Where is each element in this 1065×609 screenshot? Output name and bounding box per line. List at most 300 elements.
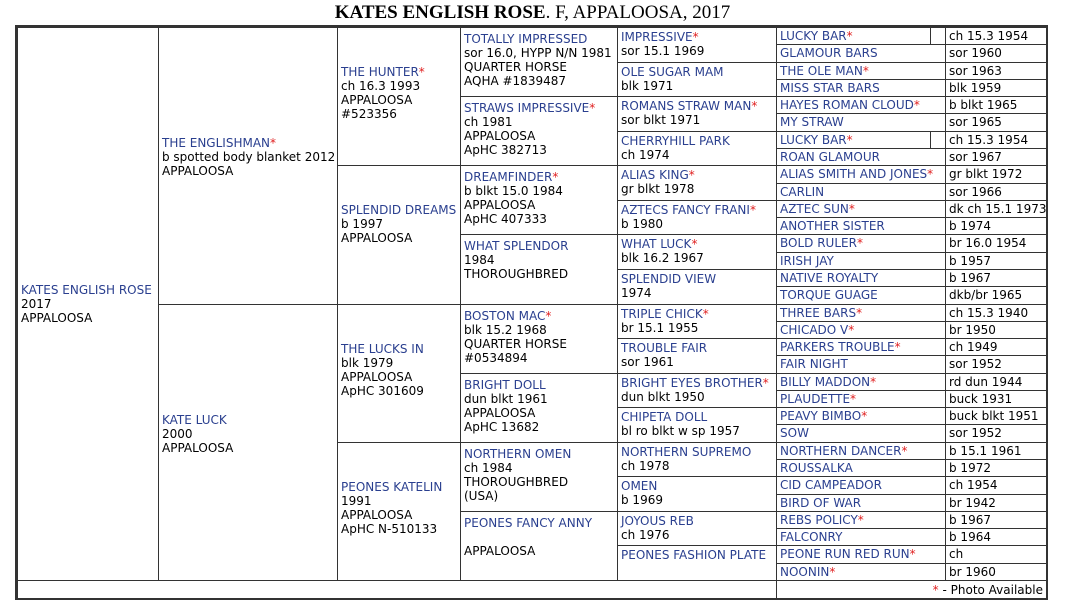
gen5-name-cell [776,390,946,408]
gen4-horse-name[interactable]: CHERRYHILL PARK [621,133,730,148]
gen5-horse-info: sor 1966 [949,184,1002,199]
photo-star-icon: * [545,308,552,323]
gen4-horse-text [621,514,694,542]
gen5-horse-name[interactable] [780,64,869,78]
gen2-horse-line-2: APPALOOSA [341,369,413,384]
gen5-horse-info: sor 1952 [949,357,1002,372]
photo-star-icon: * [552,170,559,185]
gen5-name-cell [776,200,946,218]
gen5-horse-label[interactable]: BILLY MADDON [780,374,871,389]
gen5-horse-info: br 16.0 1954 [949,236,1027,251]
gen3-cell [460,373,618,443]
gen3-horse-text [464,239,568,281]
gen2-horse-text [341,480,442,536]
gen3-horse-name[interactable]: BRIGHT DOLL [464,377,546,392]
gen5-name-cell [776,44,946,62]
gen4-horse-line-1: sor 15.1 1969 [621,44,705,58]
gen5-name-cell [776,62,946,80]
gen5-horse-label[interactable]: REBS POLICY [780,512,858,527]
gen5-horse-name[interactable] [780,461,853,475]
gen1-horse-line-1: 2000 [162,426,193,441]
gen5-horse-info: ch 15.3 1954 [949,132,1029,147]
gen5-horse-name[interactable] [780,133,853,147]
gen3-horse-text [464,32,612,88]
gen3-horse-line-1: sor 16.0, HYPP N/N 1981 [464,46,612,60]
gen3-horse-line-1: ch 1984 [464,460,513,475]
gen4-horse-name[interactable]: OLE SUGAR MAM [621,64,724,79]
gen4-horse-line-1: sor 1961 [621,355,674,370]
gen4-horse-text [621,168,695,196]
gen5-horse-label[interactable]: AZTEC SUN [780,201,849,216]
photo-star-icon: * [846,132,853,147]
gen3-horse-line-1: blk 15.2 1968 [464,322,547,337]
title-horse-name: KATES ENGLISH ROSE [334,2,546,23]
gen1-horse-line-1: b spotted body blanket 2012 [162,150,336,165]
gen5-horse-info: ch 15.3 1954 [949,29,1029,43]
gen5-horse-name[interactable] [780,29,853,43]
photo-star-icon: * [862,63,869,78]
gen5-info-cell [945,165,1047,183]
gen5-horse-label[interactable]: HAYES ROMAN CLOUD [780,98,914,113]
gen5-info-cell [945,79,1047,97]
gen2-horse-text [341,203,456,245]
gen3-horse-line-3: #0534894 [464,350,528,365]
gen5-horse-label[interactable]: IRISH JAY [780,253,834,268]
gen5-horse-name[interactable] [780,547,916,561]
gen5-name-cell [776,355,946,373]
gen5-horse-label[interactable]: FALCONRY [780,530,843,545]
gen2-cell [337,304,461,443]
gen5-name-cell [776,528,946,546]
gen5-info-cell [945,355,1047,373]
gen4-cell [617,407,777,443]
gen4-horse-line-1: 1974 [621,285,652,300]
gen3-cell [460,442,618,512]
gen2-horse-line-1: ch 16.3 1993 [341,79,421,94]
gen5-info-cell [945,96,1047,114]
gen3-horse-text [464,101,595,157]
gen3-horse-text [464,170,563,226]
photo-star-icon: * [848,201,855,216]
gen3-cell [460,96,618,166]
gen5-name-cell [776,96,946,114]
gen5-info-cell [945,304,1047,322]
gen5-horse-info: dkb/br 1965 [949,288,1023,303]
gen5-horse-label[interactable]: GLAMOUR BARS [780,46,878,61]
gen2-horse-line-3: #523356 [341,107,397,122]
gen4-cell [617,165,777,201]
gen5-horse-label[interactable]: NATIVE ROYALTY [780,270,879,285]
gen5-horse-info: b 1967 [949,270,991,285]
gen5-horse-info: b 1967 [949,512,991,527]
gen5-horse-name[interactable] [780,81,880,95]
gen5-horse-label[interactable]: PEAVY BIMBO [780,409,862,424]
gen4-cell [617,234,777,270]
gen5-name-cell [776,511,946,529]
gen5-horse-label[interactable]: PARKERS TROUBLE [780,340,895,355]
gen4-horse-line-1: gr blkt 1978 [621,182,695,197]
gen3-horse-line-1: b blkt 15.0 1984 [464,184,563,199]
gen2-horse-name[interactable]: THE HUNTER [341,65,419,80]
gen5-horse-info: br 1942 [949,495,996,510]
gen5-horse-name[interactable] [780,409,867,423]
subject-cell [17,27,159,581]
gen1-horse-name[interactable]: KATE LUCK [162,412,227,427]
photo-star-icon: * [909,547,916,562]
gen4-horse-text [621,548,766,562]
gen5-horse-name[interactable] [780,530,842,544]
gen4-horse-text [621,30,704,58]
gen5-horse-name[interactable] [780,306,862,320]
gen5-info-cell [945,217,1047,235]
gen5-name-cell [776,165,946,183]
photo-star-icon: * [861,409,868,424]
photo-star-icon: * [691,237,698,252]
gen5-horse-label[interactable]: NOONIN [780,564,830,579]
gen3-horse-text [464,447,571,503]
gen5-horse-info: ch 1949 [949,340,998,355]
gen4-horse-name[interactable]: NORTHERN SUPREMO [621,444,752,459]
gen5-horse-info: b 1957 [949,253,991,268]
gen5-horse-info: br 1950 [949,322,996,337]
page-title [0,2,1065,24]
gen5-horse-info: ch 15.3 1940 [949,305,1029,320]
gen3-horse-line-2: APPALOOSA [464,405,536,420]
gen5-horse-name[interactable] [780,323,854,337]
gen5-horse-label[interactable]: ALIAS SMITH AND JONES [780,167,928,182]
gen1-horse-line-2: APPALOOSA [162,440,234,455]
gen5-name-cell [776,304,946,322]
gen3-horse-line-2: THOROUGHBRED [464,267,569,282]
gen5-horse-info: b 15.1 1961 [949,443,1022,458]
gen5-horse-name[interactable] [780,392,856,406]
photo-star-icon: * [894,340,901,355]
gen5-horse-label[interactable]: CID CAMPEADOR [780,478,882,493]
footer-left [17,580,777,599]
gen4-horse-name[interactable]: PEONES FASHION PLATE [621,548,767,563]
gen3-horse-text [464,309,567,365]
gen4-horse-line-1: br 15.1 1955 [621,320,699,335]
gen3-horse-line-3: ApHC 407333 [464,212,547,227]
gen5-horse-label[interactable]: ROUSSALKA [780,461,853,476]
gen3-cell [460,27,618,97]
gen5-name-cell [776,286,946,304]
gen4-horse-name[interactable]: TROUBLE FAIR [621,341,708,356]
gen4-cell [617,442,777,478]
gen5-horse-info: dk ch 15.1 1973 [949,201,1047,216]
gen4-horse-line-1: ch 1976 [621,527,670,542]
gen4-horse-line-1: bl ro blkt w sp 1957 [621,424,740,439]
photo-star-icon: * [418,65,425,80]
gen2-horse-line-1: b 1997 [341,217,383,232]
gen5-horse-name[interactable] [780,46,878,60]
gen5-horse-label[interactable]: THREE BARS [780,305,857,320]
gen4-horse-name[interactable]: BRIGHT EYES BROTHER [621,375,763,390]
gen5-info-cell [945,442,1047,460]
gen3-horse-line-1: ch 1981 [464,115,513,130]
gen5-horse-name[interactable] [780,426,809,440]
gen3-horse-name[interactable]: WHAT SPLENDOR [464,239,569,254]
gen5-horse-name[interactable] [780,478,882,492]
gen3-horse-name[interactable]: TOTALLY IMPRESSED [464,32,588,46]
gen5-info-cell [945,338,1047,356]
gen5-info-cell [945,373,1047,391]
gen4-horse-name[interactable]: AZTECS FANCY FRANI [621,202,750,217]
gen5-horse-name[interactable] [780,271,878,285]
photo-star-icon: * [913,98,920,113]
gen5-horse-name[interactable] [780,150,880,164]
photo-star-icon: * [762,375,769,390]
gen5-horse-label[interactable]: PLAUDETTE [780,391,851,406]
gen5-info-cell [945,321,1047,339]
gen5-horse-name[interactable] [780,219,885,233]
photo-star-icon: * [749,202,756,217]
gen4-cell [617,476,777,512]
title-details: . F, APPALOOSA, 2017 [545,2,731,23]
gen4-cell [617,269,777,305]
gen5-info-cell [945,528,1047,546]
gen5-horse-info: buck blkt 1951 [949,409,1039,424]
gen3-cell [460,165,618,235]
gen3-horse-name[interactable]: PEONES FANCY ANNY [464,515,593,530]
gen2-horse-name[interactable]: THE LUCKS IN [341,341,424,356]
gen5-name-cell [776,338,946,356]
gen5-horse-info: ch 1954 [949,478,998,493]
gen5-horse-name[interactable] [780,185,824,199]
gen5-info-cell [945,511,1047,529]
gen1-cell [158,27,338,305]
gen5-horse-info: sor 1965 [949,115,1002,130]
gen5-horse-label[interactable]: MY STRAW [780,115,844,130]
gen3-horse-name[interactable]: BOSTON MAC [464,308,546,323]
gen5-info-cell [945,131,1047,149]
gen3-horse-text [464,378,548,434]
gen5-name-cell [776,424,946,442]
photo-star-icon: * [688,168,695,183]
gen5-horse-name[interactable] [780,167,933,181]
gen5-horse-name[interactable] [780,496,861,510]
gen2-horse-line-1: blk 1979 [341,355,394,370]
gen3-horse-line-1: 1984 [464,253,495,268]
gen5-info-cell [945,113,1047,131]
photo-star-icon: * [270,136,277,151]
gen5-horse-name[interactable] [780,357,848,371]
gen5-horse-info: rd dun 1944 [949,374,1023,389]
gen2-horse-line-3: ApHC 301609 [341,383,424,398]
gen5-horse-label[interactable]: ANOTHER SISTER [780,219,885,234]
gen5-name-cell [776,494,946,512]
gen4-horse-text [621,376,769,404]
gen1-cell [158,304,338,582]
gen4-horse-name[interactable]: SPLENDID VIEW [621,271,717,286]
gen5-name-cell [776,476,946,494]
gen5-horse-label[interactable]: LUCKY BAR [780,132,847,147]
gen5-horse-name[interactable] [780,565,835,579]
gen5-horse-name[interactable] [780,98,920,112]
gen5-name-cell [776,407,946,425]
gen4-horse-name[interactable]: OMEN [621,479,658,494]
photo-star-icon: * [901,443,908,458]
gen5-horse-name[interactable] [780,513,864,527]
gen5-info-cell [945,286,1047,304]
gen4-cell [617,545,777,581]
gen3-cell [460,511,618,581]
gen5-horse-info: b 1974 [949,219,991,234]
gen5-info-cell [945,407,1047,425]
gen2-horse-line-2: APPALOOSA [341,93,413,108]
gen3-horse-name[interactable]: NORTHERN OMEN [464,446,572,461]
gen4-horse-text [621,410,740,438]
gen4-horse-name[interactable]: IMPRESSIVE [621,30,693,44]
gen3-horse-line-2: THOROUGHBRED [464,474,569,489]
gen4-horse-name[interactable]: JOYOUS REB [621,513,694,528]
gen5-name-cell [776,131,946,149]
gen5-info-cell [945,545,1047,563]
gen5-horse-name[interactable] [780,288,878,302]
gen5-horse-info: blk 1959 [949,80,1002,95]
gen5-horse-name[interactable] [780,444,907,458]
gen5-info-cell [945,27,1047,45]
gen3-horse-name[interactable]: DREAMFINDER [464,170,553,185]
gen5-info-cell [945,563,1047,581]
gen4-cell [617,62,777,98]
photo-available-legend [933,583,1043,597]
gen2-cell [337,27,461,166]
gen5-horse-name[interactable] [780,375,876,389]
gen4-horse-name[interactable]: ALIAS KING [621,168,689,183]
gen5-name-cell [776,545,946,563]
gen4-horse-name[interactable]: ROMANS STRAW MAN [621,99,752,114]
gen3-horse-name[interactable]: STRAWS IMPRESSIVE [464,101,590,116]
gen5-horse-name[interactable] [780,202,855,216]
gen2-horse-name[interactable]: PEONES KATELIN [341,479,443,494]
gen5-horse-info: ch [949,547,964,562]
gen5-horse-info: buck 1931 [949,391,1013,406]
gen5-horse-name[interactable] [780,340,901,354]
gen5-horse-info: sor 1960 [949,46,1002,61]
photo-star-icon: * [850,391,857,406]
gen4-cell [617,338,777,374]
gen4-horse-text [621,307,709,335]
gen4-horse-line-1: dun blkt 1950 [621,389,705,404]
gen5-horse-name[interactable] [780,115,844,129]
photo-star-icon: * [927,167,934,182]
gen4-horse-name[interactable]: WHAT LUCK [621,237,692,252]
gen4-horse-text [621,65,724,93]
photo-star-icon: * [692,30,699,44]
gen5-name-cell [776,252,946,270]
footer-legend-cell [776,580,1047,599]
gen5-name-cell [776,217,946,235]
gen2-cell [337,165,461,304]
gen5-name-cell [776,27,946,45]
gen3-horse-text [464,516,592,558]
gen5-horse-label[interactable]: BOLD RULER [780,236,857,251]
photo-star-icon: * [702,306,709,321]
gen4-horse-line-1: b 1969 [621,493,663,508]
gen5-horse-label[interactable]: TORQUE GUAGE [780,288,878,303]
gen5-horse-label[interactable]: SOW [780,426,809,441]
gen2-horse-line-3: ApHC N-510133 [341,521,438,536]
gen4-horse-text [621,203,756,231]
gen5-info-cell [945,148,1047,166]
gen5-horse-label[interactable]: LUCKY BAR [780,29,847,43]
gen5-name-cell [776,113,946,131]
subject-name[interactable]: KATES ENGLISH ROSE [21,283,152,297]
gen4-horse-line-1: sor blkt 1971 [621,113,701,128]
gen5-info-cell [945,424,1047,442]
gen5-info-cell [945,269,1047,287]
gen4-horse-text [621,134,730,162]
gen5-horse-info: br 1960 [949,564,996,579]
gen3-horse-line-3: (USA) [464,488,499,503]
gen4-cell [617,304,777,340]
gen5-horse-name[interactable] [780,236,863,250]
gen3-horse-line-1: dun blkt 1961 [464,391,548,406]
subject-line-1: 2017 [21,297,52,311]
gen5-name-cell [776,321,946,339]
gen4-horse-line-1: blk 16.2 1967 [621,251,704,266]
gen1-horse-text [162,136,335,178]
gen4-cell [617,373,777,409]
gen5-name-cell [776,373,946,391]
gen5-horse-label[interactable]: NORTHERN DANCER [780,443,902,458]
gen3-horse-line-3: AQHA #1839487 [464,74,566,88]
gen5-horse-info: sor 1952 [949,426,1002,441]
gen2-horse-text [341,65,425,121]
gen5-horse-label[interactable]: THE OLE MAN [780,63,863,78]
gen2-horse-name[interactable]: SPLENDID DREAMS [341,203,457,218]
gen5-name-cell [776,183,946,201]
gen1-horse-name[interactable]: THE ENGLISHMAN [162,136,271,151]
gen5-horse-info: b 1964 [949,530,991,545]
gen4-cell [617,96,777,132]
gen3-horse-line-2: APPALOOSA [464,198,536,213]
gen4-horse-text [621,445,751,473]
gen5-horse-info: b 1972 [949,461,991,476]
gen4-horse-line-1: ch 1974 [621,147,670,162]
gen5-horse-label[interactable]: MISS STAR BARS [780,80,880,95]
gen5-name-cell [776,563,946,581]
gen5-horse-label[interactable]: CHICADO V [780,322,849,337]
photo-star-icon: * [856,305,863,320]
gen2-horse-line-2: APPALOOSA [341,231,413,246]
photo-star-icon: * [870,374,877,389]
gen5-horse-label[interactable]: FAIR NIGHT [780,357,848,372]
gen5-horse-name[interactable] [780,254,834,268]
gen4-horse-line-1: ch 1978 [621,458,670,473]
gen5-horse-label[interactable]: ROAN GLAMOUR [780,149,880,164]
gen5-horse-label[interactable]: CARLIN [780,184,825,199]
gen5-horse-info: sor 1963 [949,63,1002,78]
gen3-cell [460,234,618,304]
gen4-horse-text [621,479,663,507]
gen4-horse-name[interactable]: TRIPLE CHICK [621,306,703,321]
gen2-horse-line-1: 1991 [341,493,372,508]
gen2-horse-line-2: APPALOOSA [341,507,413,522]
gen3-horse-line-3: ApHC 13682 [464,419,540,434]
gen5-info-cell [945,459,1047,477]
gen4-horse-text [621,237,704,265]
gen5-info-cell [945,200,1047,218]
gen3-horse-line-2: APPALOOSA [464,543,536,558]
gen5-name-cell [776,442,946,460]
gen4-horse-text [621,272,716,300]
gen4-horse-name[interactable]: CHIPETA DOLL [621,410,708,425]
gen5-horse-label[interactable]: BIRD OF WAR [780,495,862,510]
photo-star-icon: * [848,322,855,337]
gen5-horse-label[interactable]: PEONE RUN RED RUN [780,547,910,562]
